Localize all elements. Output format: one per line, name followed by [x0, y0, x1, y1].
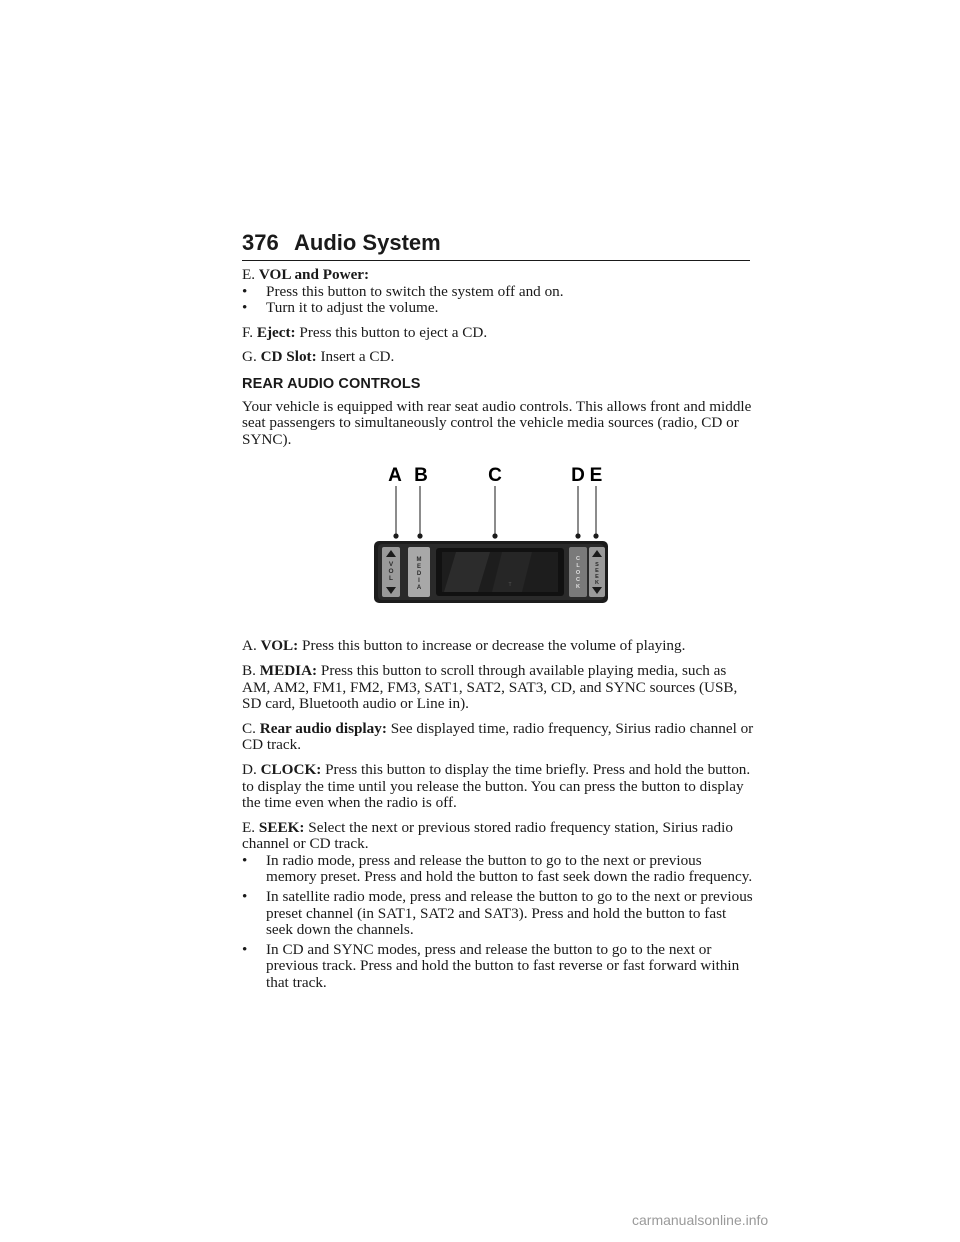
- item-text: Press this button to scroll through available playing media, such as AM, AM2, FM1, FM2, FM3, SAT1, SAT2, SAT3, CD, and SYNC sources (USB, SD card, Bluetooth audio or Line in).: [242, 661, 738, 713]
- seek-label: S: [595, 562, 599, 569]
- seek-bullet-list: [242, 853, 754, 992]
- svg-text:L: L: [389, 575, 393, 583]
- watermark: carmanualsonline.info: [632, 1212, 769, 1228]
- bullet-item: [242, 853, 754, 886]
- bullet-item: [242, 284, 754, 301]
- rear-controls-illustration: [242, 462, 754, 632]
- item-label: CD Slot:: [260, 348, 317, 366]
- bullet-text: In satellite radio mode, press and release the button to go to the next or previous preset channel (in SAT1, SAT2 and SAT3). Press and hold the button to fast seek down the channels.: [266, 888, 753, 939]
- item-letter: E.: [242, 266, 256, 283]
- bullet-icon: •: [242, 282, 248, 300]
- svg-text:D: D: [416, 571, 422, 578]
- rear-controls-diagram: [242, 462, 754, 632]
- page-title: Audio System: [294, 230, 441, 255]
- rear-audio-display: [436, 548, 564, 596]
- leader-dots: [393, 534, 598, 539]
- item-text: Press this button to eject a CD.: [299, 323, 488, 341]
- item-label: CLOCK:: [260, 760, 322, 778]
- page-header: [242, 230, 750, 261]
- item-letter: G.: [242, 348, 257, 366]
- item-letter: E.: [242, 818, 256, 836]
- item-g-cd-slot: [242, 349, 754, 366]
- svg-text:A: A: [416, 585, 422, 592]
- item-label: SEEK:: [258, 818, 305, 836]
- item-letter: F.: [242, 323, 254, 341]
- svg-text:O: O: [575, 570, 581, 577]
- item-label: MEDIA:: [259, 661, 318, 679]
- bullet-icon: •: [242, 299, 248, 317]
- callout-e: E: [589, 465, 603, 487]
- item-letter: A.: [242, 637, 257, 655]
- item-a-vol: [242, 638, 754, 655]
- item-d-clock: [242, 762, 754, 812]
- svg-text:O: O: [388, 568, 394, 576]
- item-letter: D.: [242, 760, 257, 778]
- item-text: Press this button to increase or decrease the volume of playing.: [302, 637, 686, 655]
- callout-d: D: [571, 465, 585, 487]
- bullet-icon: •: [242, 851, 248, 869]
- item-label: Rear audio display:: [259, 719, 387, 737]
- item-b-media: [242, 663, 754, 713]
- bullet-text: Press this button to switch the system off and on.: [266, 282, 564, 300]
- vol-label: V: [388, 561, 394, 569]
- bullet-icon: •: [242, 888, 248, 906]
- vol-button[interactable]: [382, 547, 400, 597]
- bullet-item: [242, 300, 754, 317]
- item-e-vol-power: [242, 267, 754, 284]
- page-number: 376: [242, 230, 279, 255]
- section-heading: REAR AUDIO CONTROLS: [242, 375, 421, 392]
- svg-text:E: E: [595, 568, 599, 575]
- page-content: [242, 267, 754, 995]
- bullet-icon: •: [242, 940, 248, 958]
- clock-label: C: [576, 556, 580, 563]
- item-c-rear-display: [242, 721, 754, 754]
- svg-text:K: K: [576, 584, 580, 591]
- item-f-eject: [242, 325, 754, 342]
- media-label: M: [416, 557, 422, 564]
- svg-text:T: T: [508, 582, 512, 589]
- svg-text:L: L: [576, 563, 580, 570]
- item-letter: B.: [242, 661, 256, 679]
- item-e-seek: [242, 820, 754, 853]
- item-text: Select the next or previous stored radio frequency station, Sirius radio channel or CD track.: [242, 818, 733, 853]
- media-button[interactable]: [408, 547, 430, 597]
- svg-text:I: I: [418, 578, 420, 585]
- bullet-item: [242, 889, 754, 939]
- item-label: Eject:: [256, 323, 296, 341]
- bullet-text: In CD and SYNC modes, press and release the button to go to the next or previous track. Press and hold the button to fast reverse or fast forward within that track.: [266, 940, 740, 992]
- callout-c: C: [488, 465, 502, 487]
- leader-lines: [396, 486, 596, 535]
- item-text: Insert a CD.: [320, 348, 395, 366]
- svg-text:E: E: [595, 574, 599, 581]
- item-letter: C.: [242, 719, 256, 737]
- bullet-item: [242, 942, 754, 992]
- item-label: VOL:: [260, 637, 299, 655]
- callout-b: B: [414, 465, 428, 487]
- bullet-text: In radio mode, press and release the button to go to the next or previous memory preset. Press and hold the button to fast seek down the radio frequency.: [266, 851, 753, 886]
- seek-button[interactable]: [589, 547, 605, 597]
- item-label: VOL and Power:: [258, 266, 370, 283]
- svg-text:C: C: [576, 577, 580, 584]
- svg-text:K: K: [595, 580, 599, 587]
- item-text: See displayed time, radio frequency, Sirius radio channel or CD track.: [242, 719, 754, 754]
- section-intro: Your vehicle is equipped with rear seat audio controls. This allows front and middle seat passengers to simultaneously control the vehicle media sources (radio, CD or SYNC).: [242, 397, 752, 448]
- svg-text:E: E: [416, 564, 422, 571]
- callout-a: A: [388, 465, 402, 487]
- bullet-text: Turn it to adjust the volume.: [266, 299, 439, 317]
- item-text: Press this button to display the time briefly. Press and hold the button. to display the time until you release the button. You can press the button to display the time even when the radio is off.: [242, 760, 751, 812]
- clock-button[interactable]: [569, 547, 587, 597]
